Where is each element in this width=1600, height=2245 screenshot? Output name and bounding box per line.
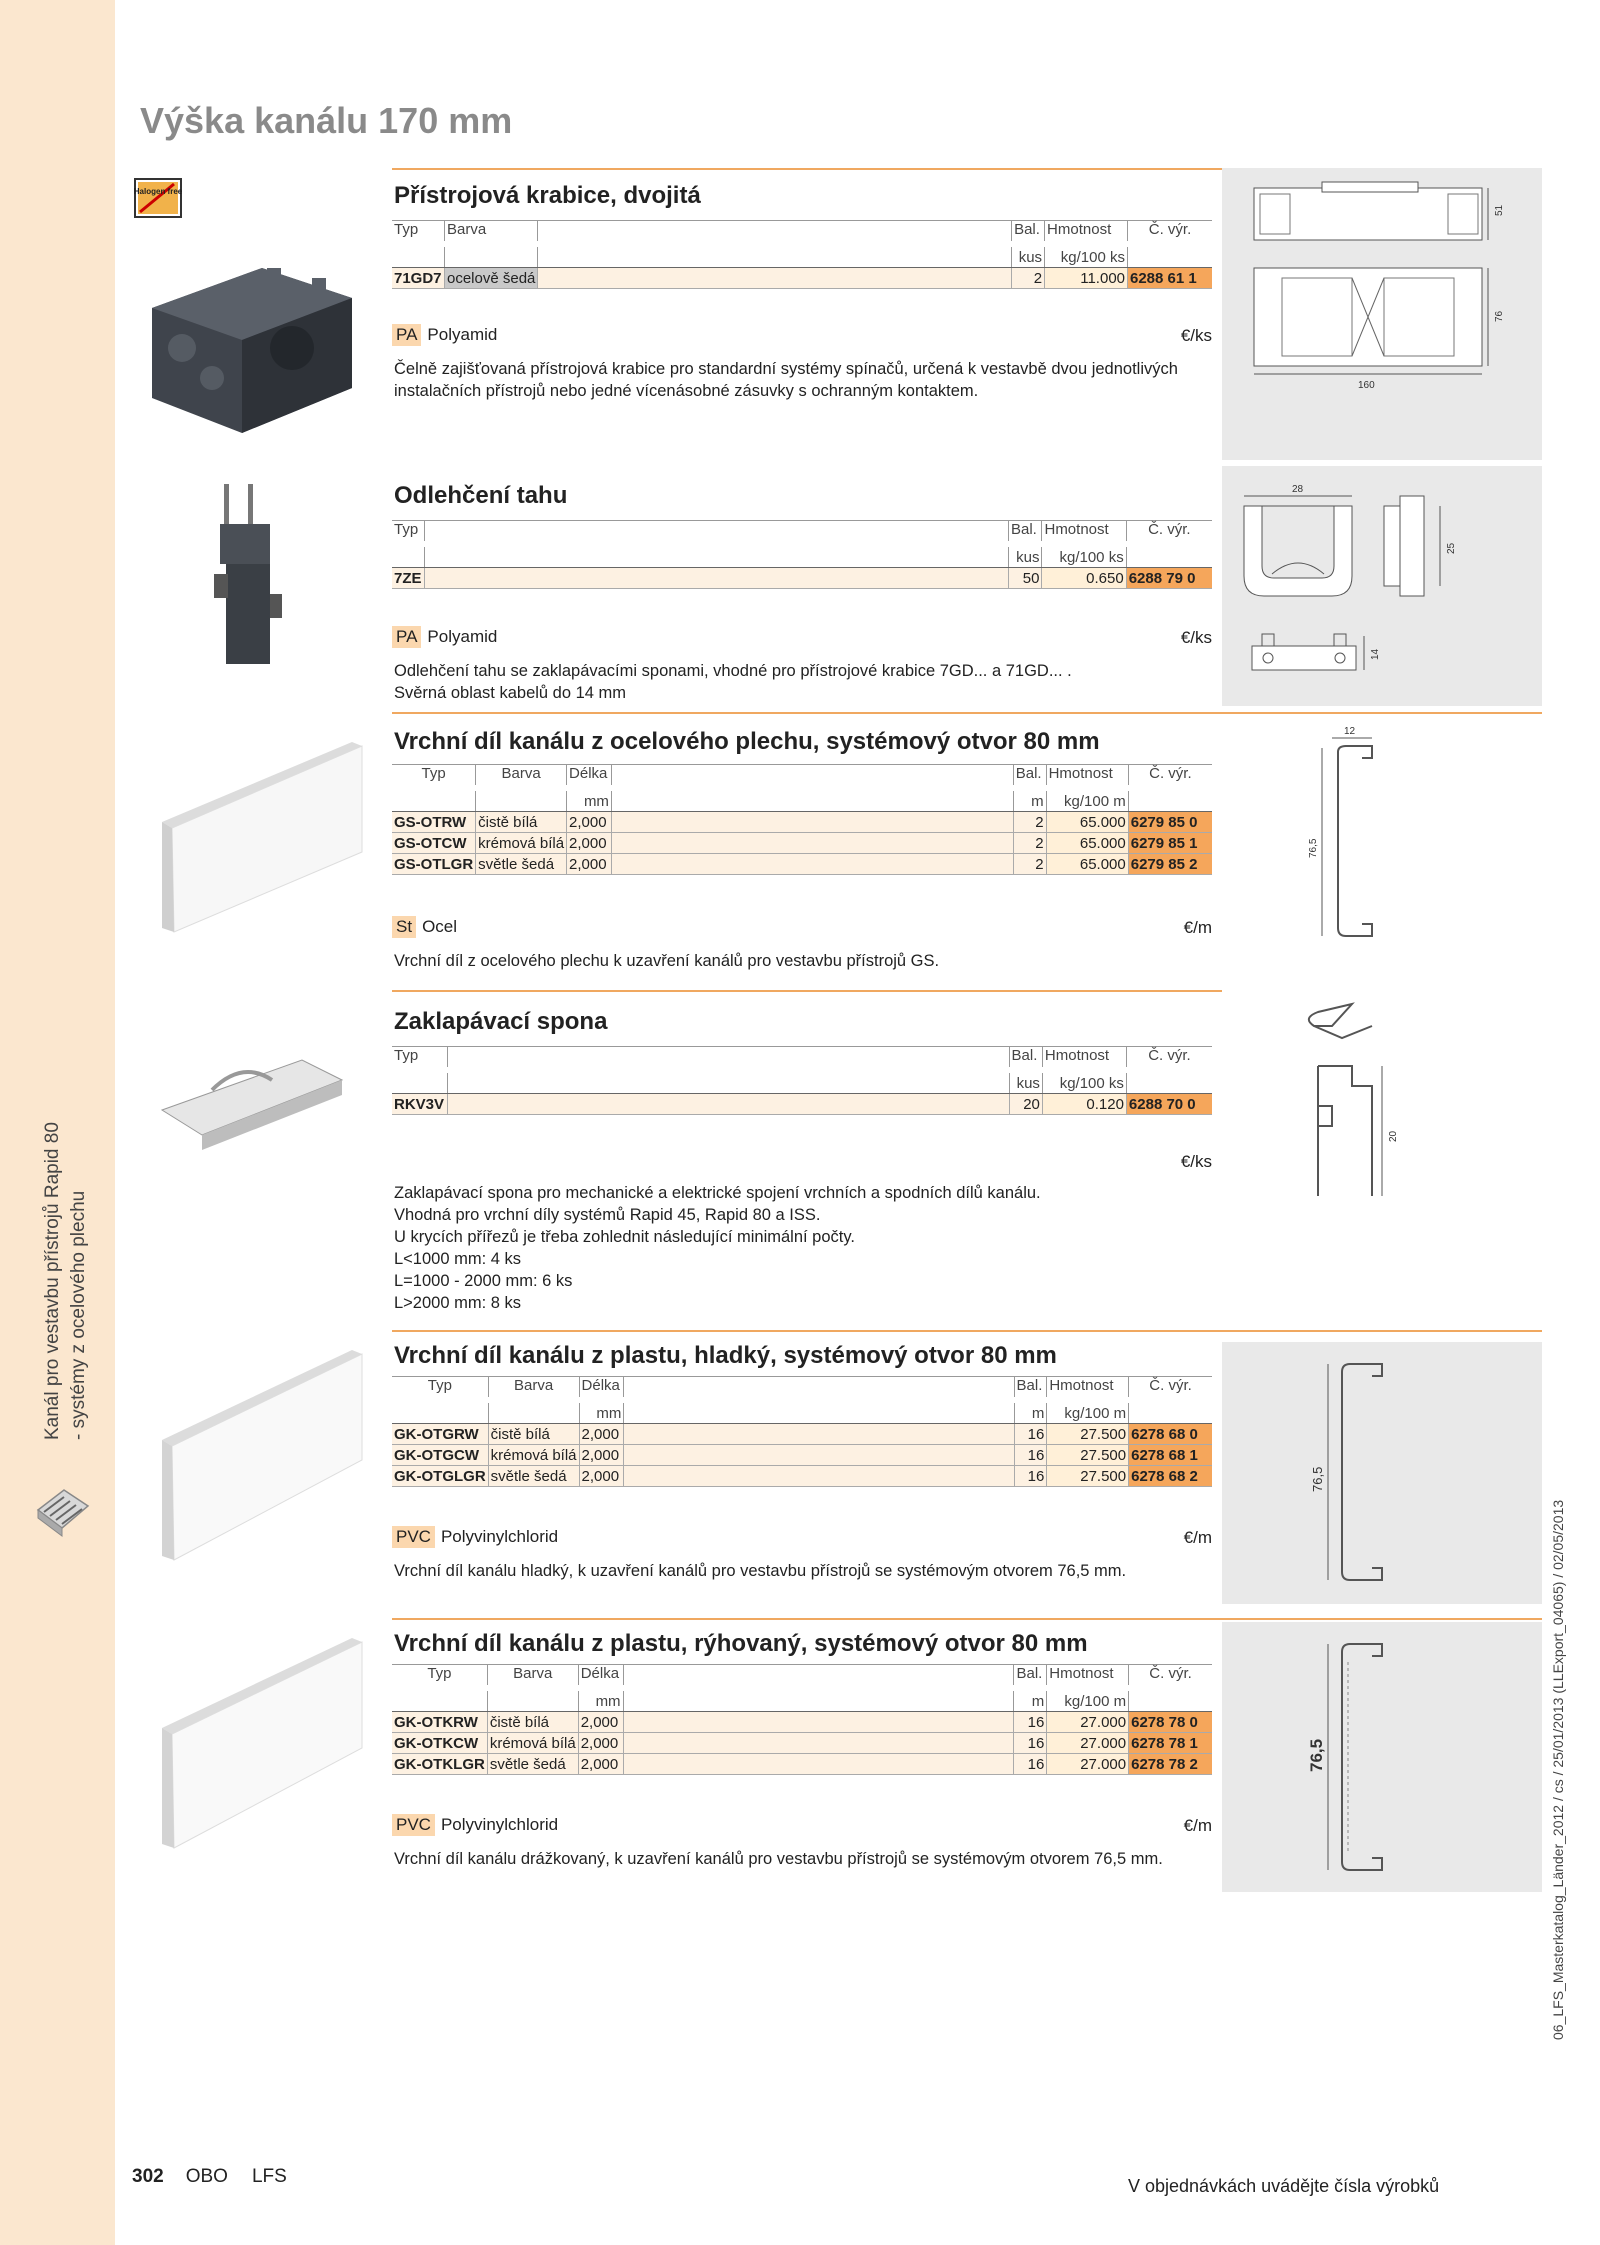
section-plastic-grooved <box>392 1618 1542 1908</box>
snap-clip-photo <box>152 1040 352 1160</box>
table-row: 7ZE 50 0.650 6288 79 0 <box>392 568 1212 589</box>
spec-table: Typ Bal. Hmotnost Č. výr. kus kg/100 ks RKV3V 20 0.120 6288 70 0 <box>392 1046 1212 1115</box>
description: Zaklapávací spona pro mechanické a elektrické spojení vrchních a spodních dílů kanálu. Vhodná pro vrchní díly systémů Rapid 45, Rapid 80 a ISS. U krycích přířezů je třeba zohlednit následující minimální počty. L<1000 mm: 4 ks L=1000 - 2000 mm: 6 ks L>2000 mm: 8 ks <box>394 1184 1041 1312</box>
table-row: GK-OTGCW krémová bílá 2,000 16 27.500 6278 68 1 <box>392 1445 1212 1466</box>
section-snap-clip <box>392 990 1542 1324</box>
table-row: 71GD7 ocelově šedá 2 11.000 6288 61 1 <box>392 268 1212 289</box>
side-label <box>40 1060 92 1440</box>
article-number[interactable]: 6278 68 0 <box>1129 1424 1212 1445</box>
plastic-smooth-photo <box>152 1340 372 1580</box>
article-number[interactable]: 6288 79 0 <box>1126 568 1212 589</box>
article-number[interactable]: 6279 85 1 <box>1128 833 1212 854</box>
svg-text:25: 25 <box>1446 542 1457 554</box>
technical-drawing <box>1222 1342 1542 1604</box>
description: Vrchní díl z ocelového plechu k uzavření kanálů pro vestavbu přístrojů GS. <box>394 952 940 970</box>
material-line: €/ks <box>1180 1152 1212 1171</box>
material-line: PVC Polyvinylchlorid €/m <box>392 1814 1212 1840</box>
steel-cover-photo <box>152 732 372 942</box>
section-title: Odlehčení tahu <box>394 482 568 509</box>
section-title: Vrchní díl kanálu z ocelového plechu, systémový otvor 80 mm <box>394 728 1100 755</box>
article-number[interactable]: 6278 78 0 <box>1129 1712 1212 1733</box>
rapid-80-icon <box>34 1480 92 1540</box>
description: Čelně zajišťovaná přístrojová krabice pro standardní systémy spínačů, určená k vestavbě dvou jednotlivých instalačních přístrojů nebo jedné vícenásobné zásuvky s ochranným kontaktem. <box>394 360 1178 400</box>
unit-bal: kus <box>1012 247 1045 268</box>
description: Vrchní díl kanálu drážkovaný, k uzavření kanálů pro vestavbu přístrojů se systémovým otvorem 76,5 mm. <box>394 1850 1163 1868</box>
article-number[interactable]: 6278 68 2 <box>1129 1466 1212 1487</box>
section-title: Přístrojová krabice, dvojitá <box>394 182 701 209</box>
table-row: GS-OTRW čistě bílá 2,000 2 65.000 6279 85 0 <box>392 812 1212 833</box>
svg-text:76,5: 76,5 <box>1308 838 1319 858</box>
material-code: PA <box>392 324 421 346</box>
price-unit: €/ks <box>1180 326 1212 345</box>
brand-lfs: LFS <box>251 2166 287 2187</box>
material-line: PVC Polyvinylchlorid €/m <box>392 1526 1212 1552</box>
article-number[interactable]: 6288 61 1 <box>1128 268 1213 289</box>
side-label-line1: Kanál pro vestavbu přístrojů Rapid 80 <box>42 1122 63 1440</box>
description: Odlehčení tahu se zaklapávacími sponami, vhodné pro přístrojové krabice 7GD... a 71GD... . Svěrná oblast kabelů do 14 mm <box>394 662 1072 702</box>
page-number: 302 <box>132 2166 164 2187</box>
article-number[interactable]: 6288 70 0 <box>1126 1094 1212 1115</box>
section-rule <box>392 1330 1222 1332</box>
table-row: GK-OTKCW krémová bílá 2,000 16 27.000 6278 78 1 <box>392 1733 1212 1754</box>
spec-table: Typ Bal. Hmotnost Č. výr. kus kg/100 ks 7ZE 50 0.650 6288 79 0 <box>392 520 1212 589</box>
svg-text:12: 12 <box>1344 726 1356 737</box>
col-hmotnost: Hmotnost <box>1045 221 1128 242</box>
description: Vrchní díl kanálu hladký, k uzavření kanálů pro vestavbu přístrojů se systémovým otvorem 76,5 mm. <box>394 1562 1127 1580</box>
section-plastic-smooth <box>392 1330 1542 1610</box>
svg-text:76,5: 76,5 <box>1307 1738 1326 1772</box>
svg-text:20: 20 <box>1388 1130 1399 1142</box>
unit-hmotnost: kg/100 ks <box>1045 247 1128 268</box>
brand-obo: OBO <box>185 2166 228 2187</box>
material-name: Polyamid <box>427 325 498 344</box>
plastic-grooved-photo <box>152 1628 372 1868</box>
svg-text:51: 51 <box>1494 204 1505 216</box>
section-strain-relief <box>392 466 1542 706</box>
technical-drawing <box>1222 466 1542 706</box>
table-row: GK-OTGRW čistě bílá 2,000 16 27.500 6278 68 0 <box>392 1424 1212 1445</box>
material-line: PA Polyamid €/ks <box>392 626 1212 652</box>
technical-drawing <box>1222 718 1542 948</box>
col-bal: Bal. <box>1012 221 1045 242</box>
section-title: Zaklapávací spona <box>394 1008 608 1035</box>
col-typ: Typ <box>392 521 425 542</box>
footer-note: V objednávkách uvádějte čísla výrobků <box>1128 2176 1440 2196</box>
technical-drawing <box>1222 168 1542 460</box>
material-line <box>392 324 1212 350</box>
article-number[interactable]: 6278 68 1 <box>1129 1445 1212 1466</box>
table-row: GK-OTKLGR světle šedá 2,000 16 27.000 6278 78 2 <box>392 1754 1212 1775</box>
col-bal: Bal. <box>1013 765 1046 786</box>
col-typ: Typ <box>392 765 476 786</box>
section-rule <box>392 168 1222 170</box>
col-delka: Délka <box>567 765 612 786</box>
section-title: Vrchní díl kanálu z plastu, hladký, systémový otvor 80 mm <box>394 1342 1057 1369</box>
strain-relief-photo <box>212 484 292 674</box>
technical-drawing <box>1222 1622 1542 1892</box>
table-row: GK-OTKRW čistě bílá 2,000 16 27.000 6278 78 0 <box>392 1712 1212 1733</box>
section-device-box <box>134 168 1542 460</box>
col-barva: Barva <box>444 221 537 242</box>
col-hmotnost: Hmotnost <box>1042 521 1126 542</box>
col-barva: Barva <box>476 765 567 786</box>
col-bal: Bal. <box>1009 521 1042 542</box>
article-number[interactable]: 6278 78 2 <box>1129 1754 1212 1775</box>
side-label-line2: - systémy z ocelového plechu <box>68 1190 89 1440</box>
device-box-photo <box>142 248 362 438</box>
svg-text:76,5: 76,5 <box>1310 1466 1325 1492</box>
table-row: GK-OTGLGR světle šedá 2,000 16 27.500 6278 68 2 <box>392 1466 1212 1487</box>
badge-text: Halogen free <box>134 187 182 196</box>
catalog-meta: 06_LFS_Masterkatalog_Länder_2012 / cs / 25/01/2013 (LLExport_04065) / 02/05/2013 <box>1550 1499 1566 2040</box>
section-rule <box>392 712 1222 714</box>
article-number[interactable]: 6278 78 1 <box>1129 1733 1212 1754</box>
table-row: RKV3V 20 0.120 6288 70 0 <box>392 1094 1212 1115</box>
spec-table <box>392 220 1212 289</box>
col-cislo: Č. výr. <box>1128 221 1213 242</box>
svg-text:28: 28 <box>1292 484 1304 495</box>
col-cislo: Č. výr. <box>1128 765 1212 786</box>
col-typ: Typ <box>392 221 444 242</box>
svg-text:76: 76 <box>1494 310 1505 322</box>
spec-table: Typ Barva Délka Bal. Hmotnost Č. výr. mm m kg/100 m GS-OTRW čistě bílá 2,000 2 65.000 6279 85 0 GS-OTCW krémová bílá 2,000 2 65.000 6279 85 1 GS-OTLGR světle šedá 2,000 2 65.000 6279 85 2 <box>392 764 1212 875</box>
table-row: GS-OTCW krémová bílá 2,000 2 65.000 6279 85 1 <box>392 833 1212 854</box>
footer-left <box>132 2166 311 2188</box>
svg-text:160: 160 <box>1358 380 1375 391</box>
spec-table: Typ Barva Délka Bal. Hmotnost Č. výr. mm m kg/100 m GK-OTGRW čistě bílá 2,000 16 27.500 6278 68 0 GK-OTGCW krémová bílá 2,000 16 27.500 6278 68 1 GK-OTGLGR světle šedá 2,000 16 27.500 6278 68 2 <box>392 1376 1212 1487</box>
spec-table: Typ Barva Délka Bal. Hmotnost Č. výr. mm m kg/100 m GK-OTKRW čistě bílá 2,000 16 27.000 6278 78 0 GK-OTKCW krémová bílá 2,000 16 27.000 6278 78 1 GK-OTKLGR světle šedá 2,000 16 27.000 6278 78 2 <box>392 1664 1212 1775</box>
section-title: Vrchní díl kanálu z plastu, rýhovaný, systémový otvor 80 mm <box>394 1630 1088 1657</box>
section-rule <box>392 1618 1222 1620</box>
col-cislo: Č. výr. <box>1126 521 1212 542</box>
col-hmotnost: Hmotnost <box>1046 765 1128 786</box>
svg-text:14: 14 <box>1370 648 1381 660</box>
technical-drawing <box>1222 996 1542 1206</box>
table-row: GS-OTLGR světle šedá 2,000 2 65.000 6279 85 2 <box>392 854 1212 875</box>
section-rule <box>392 990 1222 992</box>
material-line: St Ocel €/m <box>392 916 1212 942</box>
article-number[interactable]: 6279 85 2 <box>1128 854 1212 875</box>
article-number[interactable]: 6279 85 0 <box>1128 812 1212 833</box>
section-steel-cover <box>392 712 1542 982</box>
page-title: Výška kanálu 170 mm <box>140 100 513 141</box>
halogen-free-icon <box>134 178 182 218</box>
